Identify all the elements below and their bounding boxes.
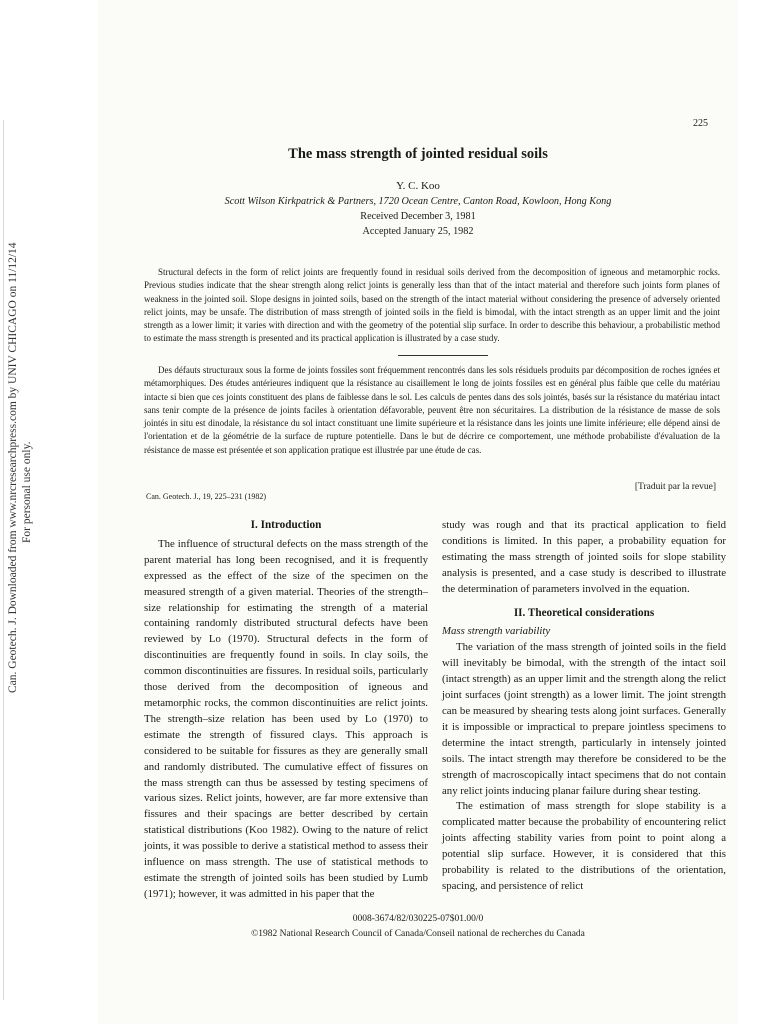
section-heading-theory: II. Theoretical considerations (513, 606, 655, 619)
author-name: Y. C. Koo (396, 180, 440, 192)
body-column-left (144, 518, 428, 903)
abstract-english: Structural defects in the form of relict joints are frequently found in residual soils derived from the decomposition of igneous and metamorphic rocks. Previous studies indicate that the shear strength along relict joints is generally less than that of the intact material and therefore such joints form planes of weakness in the jointed soil. Slope designs in jointed soils, based on the strength of the intact material without considering the presence of adversely oriented relict joints, may be unsafe. The distribution of mass strength of jointed soils in the field is bimodal, with the intact strength as an upper limit and the joint strength as a lower limit; it varies with direction and with the geometry of the potential slip surface. In order to describe this behaviour, a probabilistic method to estimate the mass strength is presented and its practical application is illustrated by a case study. (144, 267, 720, 344)
subsection-heading-mass-strength: Mass strength variability (442, 625, 551, 638)
paper-page (98, 0, 738, 1024)
scan-gutter-line (3, 120, 4, 1000)
author-affiliation: Scott Wilson Kirkpatrick & Partners, 1720 Ocean Centre, Canton Road, Kowloon, Hong Kong (224, 196, 612, 207)
body-column-right (442, 518, 726, 895)
introduction-paragraph: The influence of structural defects on the mass strength of the parent material has long been recognised, and it is frequently expressed as the effect of the size of the specimen on the measured strength of a given material. Theories of the strength–size relationship for estimating the strength of a material containing randomly distributed structural defects have been reviewed by Lo (1970). Structural defects in the form of discontinuities are frequently found in soils. In clay soils, the common discontinuities are fissures. In residual soils, particularly those derived from the decomposition of igneous and metamorphic rocks, the common discontinuities are relict joints. The strength–size relation has been used by Lo (1970) to estimate the strength of fissured clays. This approach is considered to be suitable for fissures as they are generally small and randomly distributed. The cumulative effect of fissures on the mass strength can thus be assessed by testing specimens of various sizes. Relict joints, however, are far more extensive than fissures and their spacings are better described by certain statistical distributions (Koo 1982). Owing to the nature of relict joints, it was possible to derive a statistical method to assess their influence on mass strength. The use of statistical methods to estimate the strength of jointed soils has been studied by Lumb (1971); however, it was admitted in his paper that the (144, 537, 428, 900)
watermark-line-2: For personal use only. (21, 441, 33, 543)
abstract-french: Des défauts structuraux sous la forme de joints fossiles sont fréquemment rencontrés dans les sols résiduels produits par décomposition de roches ignées et métamorphiques. Des études antérieures indiquent que la résistance au cisaillement le long de joints fossiles est en général plus faible que celle du matériau intacte si bien que ces joints constituent des plans de faiblesse dans le sol. Les calculs de pentes dans des sols jointés, basés sur la résistance du matériau intact sans tenir compte de la présence de joints faciles à orientation défavorable, peuvent être non sécuritaires. La distribution de la résistance de masse de sols jointés in situ est dinodale, la résistance du sol intact constituant une limite supérieure et la résistance dans les joints une limite inférieure; elle dépend ainsi de l'orientation et de la géométrie de la surface de rupture potentielle. Dans le but de décrire ce comportement, une méthode probabiliste d'évaluation de la résistance de masse est présentée et son application pratique est illustrée par une étude de cas. (144, 365, 720, 455)
download-watermark (6, 242, 34, 693)
received-date: Received December 3, 1981 (360, 211, 476, 222)
theory-paragraph-2: The estimation of mass strength for slope stability is a complicated matter because the probability of encountering relict joints affecting stability varies from point to point along a potential slip surface. However, it is considered that this probability is related to the distributions of the orientation, spacing, and persistence of relict (442, 800, 726, 892)
article-title: The mass strength of jointed residual soils (288, 146, 548, 162)
watermark-line-1: Can. Geotech. J. Downloaded from www.nrcresearchpress.com by UNIV CHICAGO on 11/12/14 (7, 242, 19, 693)
introduction-paragraph-continued: study was rough and that its practical application to field conditions is limited. In this paper, a probability equation for estimating the mass strength of jointed soils for slope stability analysis is presented, and a case study is described to illustrate the determination of parameters involved in the equation. (442, 519, 726, 595)
section-heading-introduction: I. Introduction (250, 519, 322, 531)
journal-citation: Can. Geotech. J., 19, 225–231 (1982) (146, 492, 266, 501)
copyright-notice: ©1982 National Research Council of Canada/Conseil national de recherches du Canada (251, 929, 585, 939)
page-number: 225 (693, 118, 708, 129)
abstract-divider (398, 355, 488, 356)
translator-note: [Traduit par la revue] (634, 482, 716, 492)
theory-paragraph-1: The variation of the mass strength of jointed soils in the field will inevitably be bimodal, with the strength of the intact soil (intact strength) as an upper limit and the strength along the relict joint surfaces (joint strength) as a lower limit. The joint strength can be measured by shearing tests along joint surfaces. Generally it is impossible or impractical to prepare jointless specimens to determine the intact strength, particularly in intensely jointed soils. The intact strength may therefore be considered to be the strength of macroscopically intact specimens that do not contain any relict joints inducing planar failure during shear testing. (442, 641, 726, 797)
article-code: 0008-3674/82/030225-07$01.00/0 (352, 914, 484, 924)
accepted-date: Accepted January 25, 1982 (362, 226, 474, 237)
left-margin (0, 0, 98, 1024)
